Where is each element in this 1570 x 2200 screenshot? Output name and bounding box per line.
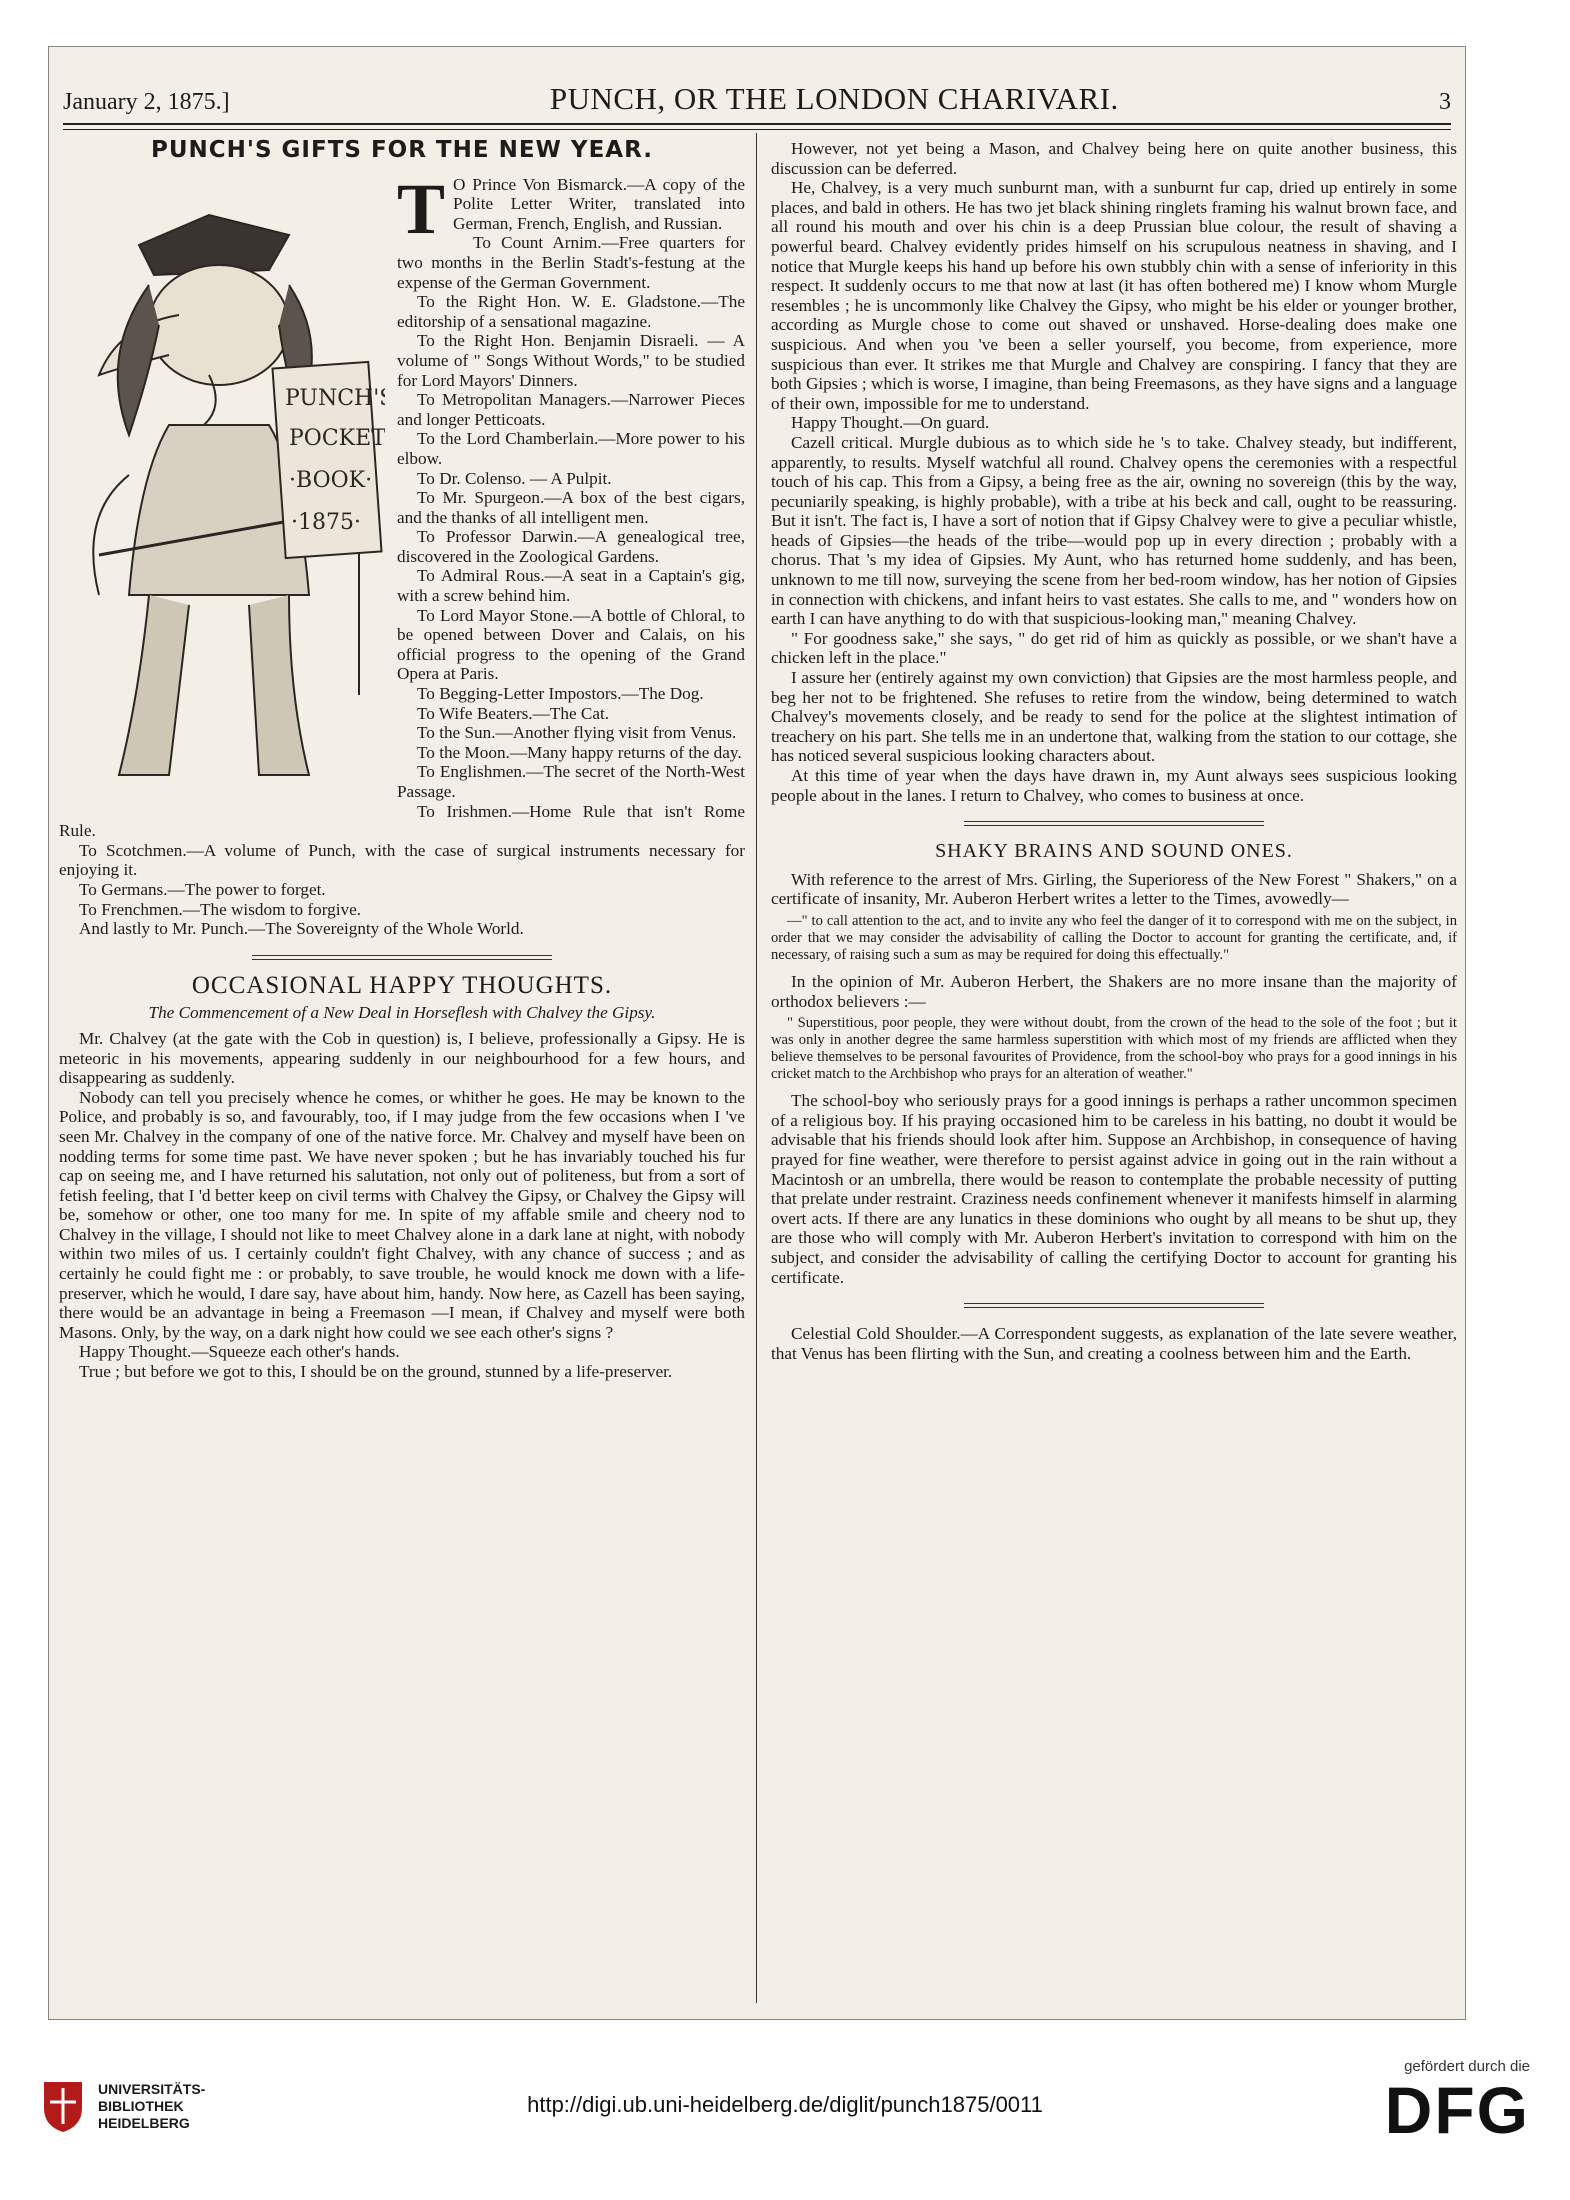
header-rule xyxy=(63,123,1451,130)
gift-item: To the Right Hon. W. E. Gladstone.—The editorship of a sensational magazine. xyxy=(397,292,745,331)
gift-item: To Mr. Spurgeon.—A box of the best cigars, and the thanks of all intelligent men. xyxy=(397,488,745,527)
article-paragraph: Cazell critical. Murgle dubious as to which side he 's to take. Chalvey steady, but indifferent, apparently, to results. Myself watchful all round. Chalvey opens the ceremonies with a respectful touch of his cap. This from a Gipsy, a being free as the air, owning no sovereign (this by the way, pecuniarily speaking, is highly probable), with a tribe at his beck and call, ought to be reassuring. But it isn't. The fact is, I have a sort of notion that if Gipsy Chalvey were to give a peculiar whistle, heads of Gipsies—the heads of the tribe—would pop up in every direction ; probably with a chorus. That 's my idea of Gipsies. My Aunt, who has returned home suddenly, and has been, unknown to me till now, surveying the scene from her bed-room window, has her notion of Gipsies in connection with chickens, and infant heirs to vast estates. She calls to me, and " wonders how on earth I can have anything to do with that suspicious-looking man," meaning Chalvey. xyxy=(771,432,1457,629)
gift-item: To Englishmen.—The secret of the North-West Passage. xyxy=(397,762,745,801)
gift-item: To Scotchmen.—A volume of Punch, with the case of surgical instruments necessary for enjoying it. xyxy=(59,840,745,880)
gift-item: And lastly to Mr. Punch.—The Sovereignty of the Whole World. xyxy=(79,919,524,939)
library-line-3: HEIDELBERG xyxy=(98,2114,190,2131)
funded-by-text: gefördert durch die xyxy=(1404,2058,1530,2075)
punch-illustration xyxy=(59,175,385,815)
gift-item: To Germans.—The power to forget. xyxy=(79,879,326,899)
quote-text: " Superstitious, poor people, they were without doubt, from the crown of the head to the sole of the foot ; but it was only in another degree the same harmless superstition with which most of my friends are afflicted when they believe themselves to be personal favourites of Providence, from the school-boy who prays for a good innings in his cricket match to the Archbishop who prays for an alteration of weather." xyxy=(771,1015,1457,1083)
gift-item: To Frenchmen.—The wisdom to forgive. xyxy=(79,899,362,919)
left-column xyxy=(59,139,745,1382)
article-paragraph: " For goodness sake," she says, " do get rid of him as quickly as possible, or we shan't have a chicken left in the place." xyxy=(771,628,1457,668)
article-paragraph: Happy Thought.—On guard. xyxy=(791,413,990,433)
book-line-4: ·1875· xyxy=(291,509,361,535)
library-line-1: UNIVERSITÄTS- xyxy=(98,2080,206,2097)
column-rule xyxy=(756,133,757,2003)
article-paragraph: Nobody can tell you precisely whence he comes, or whither he goes. He may be known to the Police, and probably is so, and favourably, too, if I may judge from the few occasions when I 've seen Mr. Chalvey in the company of one of the native force. Mr. Chalvey and myself have been on nodding terms for some time past. We have never spoken ; but he has invariably touched his fur cap on seeing me, and I have returned his salutation, not only out of politeness, but from a sort of fetish feeling, that I 'd better keep on civil terms with Chalvey the Gipsy, or Chalvey the Gipsy will be, somehow or other, one too many for me. In spite of my affable smile and cheery nod to Chalvey in the village, I should not like to meet Chalvey alone in a dark lane at night, with nobody within two miles of us. I certainly couldn't fight Chalvey, with any chance of success ; and as certainly he could fight me : or probably, to save trouble, he would knock me down with a life-preserver, which he would, I dare say, have about him, handy. Now here, as Cazell has been saying, there would be an advantage in being a Freemason —I mean, if Chalvey and myself were both Masons. Only, by the way, on a dark night how could we see each other's signs ? xyxy=(59,1087,745,1342)
library-line-2: BIBLIOTHEK xyxy=(98,2097,184,2114)
occasional-subheading: The Commencement of a New Deal in Horseflesh with Chalvey the Gipsy. xyxy=(148,1003,656,1023)
gift-item: To Irishmen.—Home Rule that isn't Rome Rule. xyxy=(59,801,745,841)
gift-item: O Prince Von Bismarck.—A copy of the Polite Letter Writer, translated into German, French, English, and Russian. xyxy=(453,174,745,233)
gift-item: To the Right Hon. Benjamin Disraeli. — A volume of " Songs Without Words," to be studied for Lord Mayors' Dinners. xyxy=(397,331,745,390)
gift-item: To the Moon.—Many happy returns of the day. xyxy=(417,742,742,762)
newspaper-page xyxy=(48,46,1466,2020)
dfg-funding-logo[interactable] xyxy=(1385,2058,1530,2145)
quote-text: —" to call attention to the act, and to invite any who feel the danger of it to correspond with me on the subject, in order that we may consider the advisability of calling the Doctor to account for granting the certificate, and, if necessary, of raising such a sum as may be required for doing this effectually." xyxy=(771,912,1457,963)
gift-item: To Professor Darwin.—A genealogical tree, discovered in the Zoological Gardens. xyxy=(397,527,745,566)
gifts-heading: PUNCH'S GIFTS FOR THE NEW YEAR. xyxy=(151,137,653,163)
book-line-1: PUNCH'S xyxy=(285,385,385,411)
article-paragraph: The school-boy who seriously prays for a good innings is perhaps a rather uncommon specimen of a religious boy. If his praying occasioned him to be careless in his batting, no doubt it would be advisable that his friends should look after him. Suppose an Archbishop, in consequence of having prayed for fine weather, were therefore to persist against advice in going out in the rain without a Macintosh or an umbrella, there would be reason to contemplate the probable necessity of putting that prelate under restraint. Craziness needs confinement whenever it manifests himself in alarming overt acts. If there are any lunatics in these dominions who ought by all means to be shut up, they are those who will comply with Mr. Auberon Herbert's invitation to correspond with him on the subject, and consider the advisability of calling the certifying Doctor to account for granting his certificate. xyxy=(771,1091,1457,1287)
gift-item: To Begging-Letter Impostors.—The Dog. xyxy=(417,684,704,704)
gift-item: To the Lord Chamberlain.—More power to his elbow. xyxy=(397,429,745,468)
header-date: January 2, 1875.] xyxy=(63,89,230,115)
right-column xyxy=(771,139,1457,1363)
drop-cap: T xyxy=(397,168,446,249)
page-header xyxy=(63,81,1451,125)
article-paragraph: Mr. Chalvey (at the gate with the Cob in question) is, I believe, professionally a Gipsy. He is meteoric in his movements, appearing suddenly in our neighbourhood for a few hours, and disappearing as suddenly. xyxy=(59,1028,745,1088)
header-page-number: 3 xyxy=(1439,89,1451,115)
punch-figure-svg xyxy=(59,175,385,815)
occasional-heading: OCCASIONAL HAPPY THOUGHTS. xyxy=(191,971,613,999)
gift-item: To Admiral Rous.—A seat in a Captain's gig, with a screw behind him. xyxy=(397,566,745,606)
article-paragraph: With reference to the arrest of Mrs. Girling, the Superioress of the New Forest " Shakers," on a certificate of insanity, Mr. Auberon Herbert writes a letter to the Times, avowedly— xyxy=(771,869,1457,909)
quote-block xyxy=(771,913,1457,964)
gift-item: To Wife Beaters.—The Cat. xyxy=(417,703,610,723)
book-line-2: POCKET xyxy=(289,425,385,451)
dfg-mark: DFG xyxy=(1384,2073,1530,2147)
book-line-3: ·BOOK· xyxy=(289,467,373,493)
article-paragraph: True ; but before we got to this, I should be on the ground, stunned by a life-preserver. xyxy=(79,1362,673,1382)
gift-item: To Dr. Colenso. — A Pulpit. xyxy=(417,468,612,488)
section-divider xyxy=(252,955,552,960)
shaky-heading: SHAKY BRAINS AND SOUND ONES. xyxy=(935,840,1293,863)
article-paragraph: However, not yet being a Mason, and Chalvey being here on quite another business, this discussion can be deferred. xyxy=(771,139,1457,178)
article-paragraph: I assure her (entirely against my own conviction) that Gipsies are the most harmless people, and beg her not to be frightened. She refuses to retire from the window, being determined to watch Chalvey's movements closely, and be ready to send for the police at the slightest intimation of treachery on his part. She tells me in an undertone that, walking from the station to our cottage, she has noticed several suspicious looking characters about. xyxy=(771,668,1457,766)
gift-item: To Count Arnim.—Free quarters for two months in the Berlin Stadt's-festung at the expense of the German Government. xyxy=(397,233,745,292)
viewer-footer xyxy=(0,2040,1570,2200)
gift-item: To Metropolitan Managers.—Narrower Pieces and longer Petticoats. xyxy=(397,390,745,429)
article-paragraph: Happy Thought.—Squeeze each other's hands. xyxy=(79,1342,400,1362)
quote-block xyxy=(771,1015,1457,1083)
header-title: PUNCH, OR THE LONDON CHARIVARI. xyxy=(549,81,1119,116)
article-paragraph: At this time of year when the days have drawn in, my Aunt always sees suspicious looking people about in the lanes. I return to Chalvey, who comes to business at once. xyxy=(771,766,1457,805)
article-paragraph: He, Chalvey, is a very much sunburnt man, with a sunburnt fur cap, dried up entirely in some places, and bald in others. He has two jet black shining ringlets framing his walnut brown face, and all round his mouth and over his chin is a deep Prussian blue colour, the result of shaving a powerful beard. Chalvey evidently prides himself on his scrupulous neatness in shaving, and I notice that Murgle keeps his hand up before his own stubbly chin with a sense of inferiority in this respect. It suddenly occurs to me that now at last (it has often bothered me) I know whom Murgle resembles ; he is uncommonly like Chalvey the Gipsy, who might be his elder or younger brother, according as Murgle chose to come out shaved or unshaved. Horse-dealing does make one suspicious. And when you 've been a seller yourself, you become, from experience, more suspicious than ever. It strikes me that Murgle and Chalvey are conspiring. I fancy that they are both Gipsies ; which is worse, I imagine, than being Freemasons, as they have signs and a language of their own, impossible for me to understand. xyxy=(771,178,1457,413)
celestial-paragraph: Celestial Cold Shoulder.—A Correspondent suggests, as explanation of the late severe weather, that Venus has been flirting with the Sun, and creating a coolness between him and the Earth. xyxy=(771,1324,1457,1363)
gift-item: To Lord Mayor Stone.—A bottle of Chloral, to be opened between Dover and Calais, on his official progress to the opening of the Grand Opera at Paris. xyxy=(397,605,745,684)
gift-item: To the Sun.—Another flying visit from Venus. xyxy=(417,723,737,743)
article-paragraph: In the opinion of Mr. Auberon Herbert, the Shakers are no more insane than the majority of orthodox believers :— xyxy=(771,971,1457,1011)
section-divider xyxy=(964,821,1264,826)
permalink-url[interactable]: http://digi.ub.uni-heidelberg.de/diglit/punch1875/0011 xyxy=(527,2092,1043,2117)
section-divider xyxy=(964,1303,1264,1308)
